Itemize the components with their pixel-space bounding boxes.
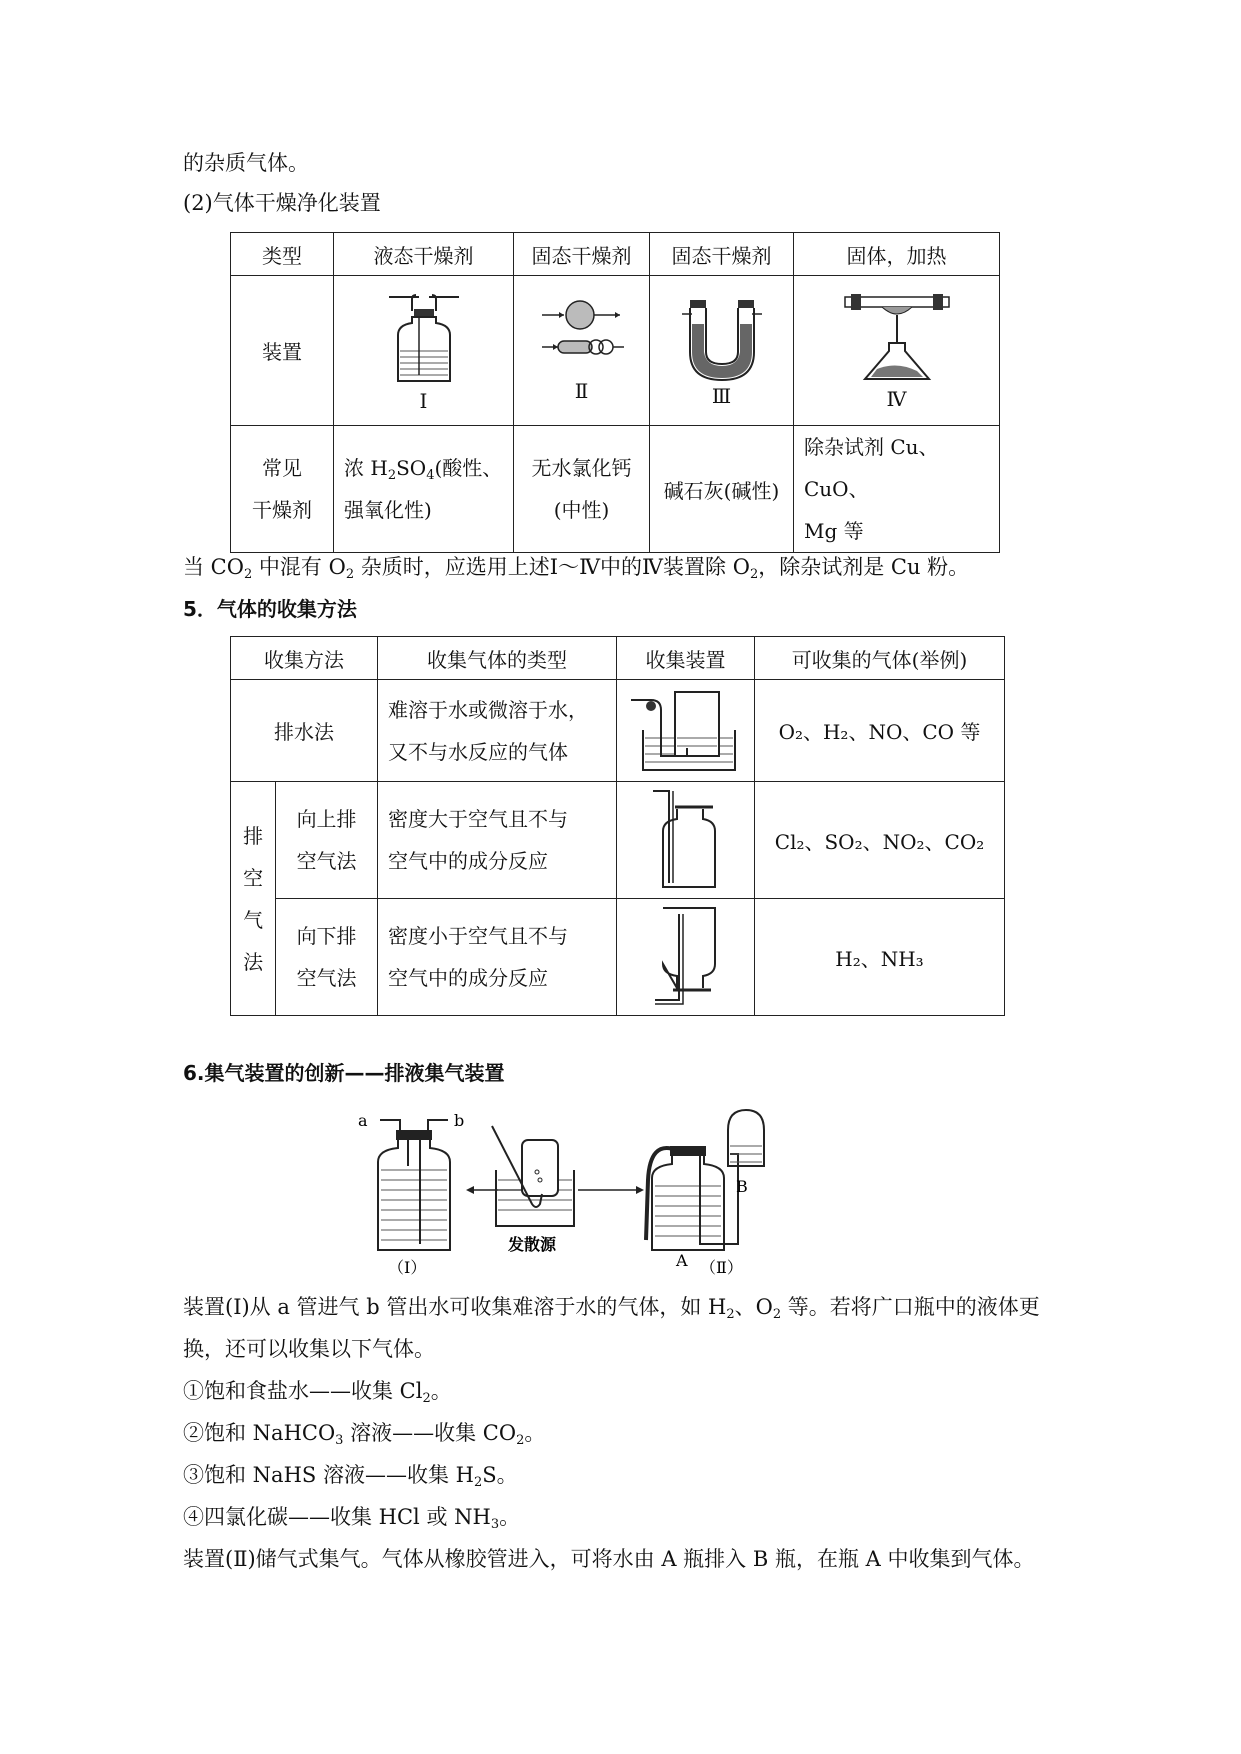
- apparatus-downward-air: [617, 899, 755, 1016]
- center-source-drawing: [492, 1126, 574, 1226]
- caption-device-ii: （Ⅱ）: [700, 1258, 743, 1277]
- header-method: 收集方法: [231, 637, 378, 680]
- method-downward-air: [276, 899, 378, 1016]
- method-downward-air-line1: 向下排: [296, 924, 357, 948]
- para-line-1: [183, 1292, 1040, 1322]
- group-char-4: 法: [243, 949, 264, 974]
- u-tube-icon: [682, 294, 762, 384]
- type-downward-air-line2: 空气中的成分反应: [388, 966, 548, 990]
- list-item-2: [183, 1418, 545, 1448]
- desiccant-1-sub-b: 4: [426, 468, 435, 483]
- apparatus-upward-air: [617, 782, 755, 899]
- desiccant-4: [794, 426, 1000, 553]
- row-label-desiccant: [231, 426, 334, 553]
- list-item-2-sub2: 2: [516, 1433, 525, 1448]
- header-apparatus: 收集装置: [617, 637, 755, 680]
- desiccant-1-text-c: (酸性、: [434, 456, 503, 480]
- apparatus-water-displacement: [617, 680, 755, 782]
- desiccant-1-sub-a: 2: [387, 468, 397, 483]
- note-part-3: 杂质时，应选用上述Ⅰ～Ⅳ中的Ⅳ装置除 O: [354, 555, 750, 579]
- type-upward-air-line2: 空气中的成分反应: [388, 849, 548, 873]
- para-line-1-b: 、O: [734, 1295, 773, 1319]
- desiccant-3: 碱石灰(碱性): [650, 426, 794, 553]
- liquid-displacement-figure: [358, 1110, 870, 1280]
- list-item-1-sub: 2: [422, 1391, 431, 1406]
- para-line-2: 换，还可以收集以下气体。: [183, 1337, 435, 1361]
- device-label-4: Ⅳ: [886, 386, 907, 411]
- list-item-2-mid: 溶液——收集 CO: [343, 1421, 517, 1445]
- device-i-drawing: [378, 1120, 450, 1250]
- desiccant-2-line2: (中性): [553, 498, 610, 522]
- group-char-2: 空: [243, 865, 264, 890]
- label-center-source: 发散源: [508, 1235, 557, 1254]
- device-label-1: Ⅰ: [419, 388, 428, 413]
- heated-tube-icon: [837, 291, 957, 387]
- para-line-1-sub-b: 2: [772, 1307, 782, 1322]
- gases-upward-air: Cl₂、SO₂、NO₂、CO₂: [755, 782, 1005, 899]
- device-label-3: Ⅲ: [711, 383, 732, 408]
- label-b: b: [454, 1111, 465, 1130]
- desiccant-2-line1: 无水氯化钙: [531, 456, 632, 480]
- para-line-1-sub-a: 2: [726, 1307, 735, 1322]
- list-item-4: [183, 1502, 520, 1532]
- gases-water-displacement: O₂、H₂、NO、CO 等: [755, 680, 1005, 782]
- gases-downward-air: H₂、NH₃: [755, 899, 1005, 1016]
- desiccant-1-line2: 强氧化性): [344, 498, 432, 522]
- header-solid-desiccant-2: 固态干燥剂: [650, 233, 794, 276]
- section-heading-drying: (2)气体干燥净化装置: [183, 191, 381, 215]
- header-gas-type: 收集气体的类型: [378, 637, 617, 680]
- label-B: B: [736, 1177, 748, 1196]
- desiccant-4-line2: Mg 等: [804, 519, 864, 543]
- header-solid-desiccant-1: 固态干燥剂: [514, 233, 650, 276]
- drying-tube-icon: [534, 299, 630, 379]
- type-water-displacement-line1: 难溶于水或微溶于水，: [388, 697, 588, 722]
- header-liquid-desiccant: 液态干燥剂: [334, 233, 514, 276]
- note-sub-1: 2: [243, 567, 253, 582]
- row-label-desiccant-line1: 常见: [262, 456, 302, 480]
- type-water-displacement-line2: 又不与水反应的气体: [388, 739, 568, 764]
- type-upward-air-line1: 密度大于空气且不与: [388, 807, 568, 831]
- list-item-2-sub: 3: [335, 1433, 344, 1448]
- water-trough-icon: [631, 686, 741, 776]
- list-item-4-sub: 3: [490, 1517, 500, 1532]
- header-type: 类型: [231, 233, 334, 276]
- method-water-displacement: 排水法: [231, 680, 378, 782]
- desiccant-4-line1: 除杂试剂 Cu、CuO、: [804, 435, 939, 501]
- header-solid-heating: 固体，加热: [794, 233, 1000, 276]
- desiccant-1-text-b: SO: [396, 456, 427, 480]
- device-3-cell: [650, 276, 794, 426]
- type-downward-air-line1: 密度小于空气且不与: [388, 924, 568, 948]
- header-examples: 可收集的气体(举例): [755, 637, 1005, 680]
- section-heading-innovation: 6.集气装置的创新——排液集气装置: [183, 1061, 505, 1085]
- list-item-1-end: 。: [430, 1379, 452, 1403]
- list-item-2-end: 。: [524, 1421, 546, 1445]
- type-water-displacement: [378, 680, 617, 782]
- method-upward-air-line1: 向上排: [296, 807, 357, 831]
- list-item-3-end: S。: [482, 1463, 518, 1487]
- method-downward-air-line2: 空气法: [296, 966, 357, 990]
- gas-washing-bottle-icon: [384, 289, 464, 389]
- gas-collection-table: [230, 636, 1005, 1016]
- list-item-3-sub: 2: [473, 1475, 483, 1490]
- para-last: 装置(Ⅱ)储气式集气。气体从橡胶管进入，可将水由 A 瓶排入 B 瓶，在瓶 A 中收集到气体。: [183, 1547, 1035, 1571]
- list-item-4-text: ④四氯化碳——收集 HCl 或 NH: [183, 1505, 491, 1529]
- desiccant-1: [334, 426, 514, 553]
- caption-device-i: （Ⅰ）: [388, 1258, 427, 1277]
- device-1-cell: [334, 276, 514, 426]
- device-4-cell: [794, 276, 1000, 426]
- method-upward-air-line2: 空气法: [296, 849, 357, 873]
- type-downward-air: [378, 899, 617, 1016]
- device-2-cell: [514, 276, 650, 426]
- upright-bottle-icon: [651, 787, 721, 893]
- list-item-2-text: ②饱和 NaHCO: [183, 1421, 336, 1445]
- note-sub-3: 2: [749, 567, 759, 582]
- device-label-2: Ⅱ: [574, 378, 589, 403]
- type-upward-air: [378, 782, 617, 899]
- para-line-1-c: 等。若将广口瓶中的液体更: [781, 1295, 1040, 1319]
- list-item-1-text: ①饱和食盐水——收集 Cl: [183, 1379, 423, 1403]
- note-part-4: ，除杂试剂是 Cu 粉。: [758, 555, 970, 579]
- intro-text: 的杂质气体。: [183, 151, 309, 175]
- drying-device-table: [230, 232, 1000, 553]
- group-air-displacement: [231, 782, 276, 1016]
- list-item-3: [183, 1460, 518, 1490]
- group-char-1: 排: [243, 823, 264, 848]
- row-label-device: 装置: [231, 276, 334, 426]
- note-text: [183, 552, 969, 582]
- label-a: a: [358, 1111, 368, 1130]
- desiccant-1-text-a: 浓 H: [344, 456, 388, 480]
- label-A: A: [676, 1251, 688, 1270]
- list-item-4-end: 。: [499, 1505, 521, 1529]
- method-upward-air: [276, 782, 378, 899]
- note-part-2: 中混有 O: [252, 555, 346, 579]
- note-sub-2: 2: [345, 567, 355, 582]
- note-part-1: 当 CO: [183, 555, 244, 579]
- row-label-desiccant-line2: 干燥剂: [252, 498, 312, 522]
- group-char-3: 气: [243, 907, 264, 932]
- section-heading-collection: 5．气体的收集方法: [183, 597, 357, 621]
- desiccant-2: [514, 426, 650, 553]
- list-item-3-text: ③饱和 NaHS 溶液——收集 H: [183, 1463, 474, 1487]
- list-item-1: [183, 1376, 452, 1406]
- inverted-bottle-icon: [651, 904, 721, 1010]
- para-line-1-a: 装置(Ⅰ)从 a 管进气 b 管出水可收集难溶于水的气体，如 H: [183, 1295, 727, 1319]
